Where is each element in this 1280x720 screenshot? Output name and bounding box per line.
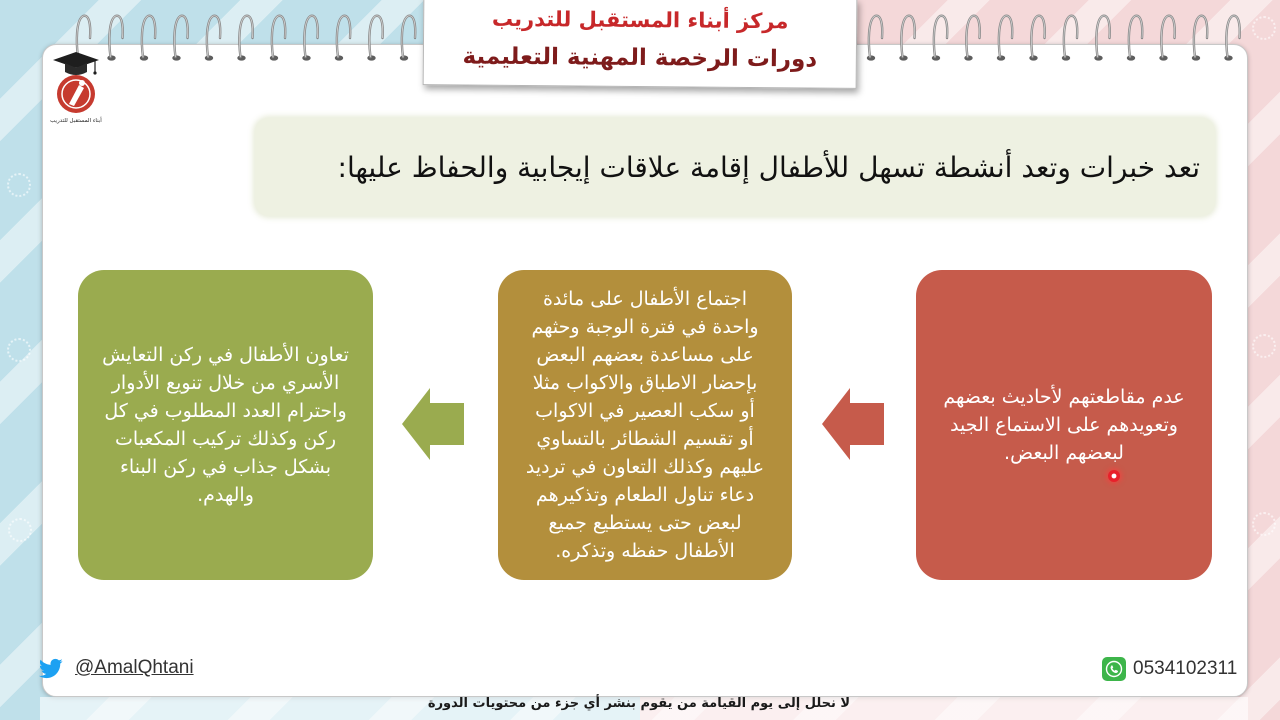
box-text-line: واحترام العدد المطلوب في كل [104, 400, 347, 422]
spiral-ring [1224, 16, 1239, 61]
box-text-line: تعاون الأطفال في ركن التعايش [102, 344, 349, 366]
spiral-ring [1192, 16, 1207, 61]
whatsapp-contact [1102, 656, 1237, 682]
spiral-ring [1062, 16, 1077, 61]
spiral-ring [335, 16, 350, 61]
box-text-line: الأسري من خلال تنويع الأدوار [111, 372, 340, 394]
background-ornament [1252, 512, 1276, 536]
phone-number: 0534102311 [1133, 658, 1238, 679]
background-ornament [8, 518, 32, 542]
spiral-ring [302, 16, 317, 61]
box-text-line: عدم مقاطعتهم لأحاديث بعضهم [943, 386, 1185, 408]
left-arrow-icon [822, 388, 884, 460]
box-text-line: وتعويدهم على الاستماع الجيد [950, 414, 1178, 436]
activity-box-listening [916, 270, 1212, 580]
copyright-notice: لا نحلل إلى يوم القيامة من يقوم بنشر أي جزء من محتويات الدورة [427, 696, 851, 711]
spiral-ring [400, 16, 415, 61]
background-ornament [7, 173, 31, 197]
spiral-ring [899, 16, 914, 61]
box-text-line: أو سكب العصير في الاكواب [535, 400, 755, 422]
spiral-ring [237, 16, 252, 61]
whatsapp-icon [1102, 657, 1126, 681]
box-text-line: لبعضهم البعض. [1004, 442, 1124, 464]
spiral-ring [1159, 16, 1174, 61]
spiral-ring [867, 16, 882, 61]
header-title: مركز أبناء المستقبل للتدريب [491, 6, 789, 34]
logo-emblem [57, 75, 95, 113]
box-text-line: بإحضار الاطباق والاكواب مثلا [532, 372, 758, 394]
twitter-handle-link[interactable]: @AmalQhtani [75, 657, 194, 678]
spiral-ring [172, 16, 187, 61]
background-ornament [1252, 334, 1276, 358]
spiral-ring [205, 16, 220, 61]
spiral-ring [1029, 16, 1044, 61]
logo [46, 48, 106, 128]
background-ornament [7, 338, 31, 362]
intro-banner [255, 118, 1215, 216]
twitter-icon [38, 656, 63, 681]
graduation-cap-icon [53, 52, 99, 75]
laser-pointer-dot [1108, 470, 1120, 482]
spiral-ring [367, 16, 382, 61]
box-text-line: على مساعدة بعضهم البعض [536, 344, 754, 366]
logo-caption: أبناء المستقبل للتدريب [50, 118, 102, 124]
header-subtitle: دورات الرخصة المهنية التعليمية [462, 43, 818, 73]
box-text-line: ركن وكذلك تركيب المكعبات [114, 428, 337, 450]
box-text-line: واحدة في فترة الوجبة وحثهم [531, 316, 759, 338]
spiral-ring [932, 16, 947, 61]
box-text-line: بشكل جذاب في ركن البناء [119, 456, 332, 478]
box-text-line: عليهم وكذلك التعاون في ترديد [525, 456, 765, 478]
box-text-line: لبعض حتى يستطيع جميع [548, 512, 742, 534]
spiral-ring [1127, 16, 1142, 61]
box-text-line: اجتماع الأطفال على مائدة [542, 288, 748, 310]
left-arrow-icon [402, 388, 464, 460]
spiral-ring [140, 16, 155, 61]
spiral-ring [964, 16, 979, 61]
spiral-ring [1094, 16, 1109, 61]
spiral-ring [997, 16, 1012, 61]
activity-box-family-corner [78, 270, 373, 580]
box-text-line: والهدم. [197, 484, 254, 506]
spiral-ring [107, 16, 122, 61]
box-text-line: أو تقسيم الشطائر بالتساوي [536, 428, 754, 450]
activity-box-mealtime [498, 270, 792, 580]
spiral-ring [270, 16, 285, 61]
header-tab [423, 0, 858, 89]
box-text-line: الأطفال حفظه وتذكره. [555, 540, 735, 562]
intro-text: تعد خبرات وتعد أنشطة تسهل للأطفال إقامة علاقات إيجابية والحفاظ عليها: [337, 150, 1200, 184]
box-text-line: دعاء تناول الطعام وتذكيرهم [535, 484, 755, 506]
twitter-contact [38, 655, 194, 681]
